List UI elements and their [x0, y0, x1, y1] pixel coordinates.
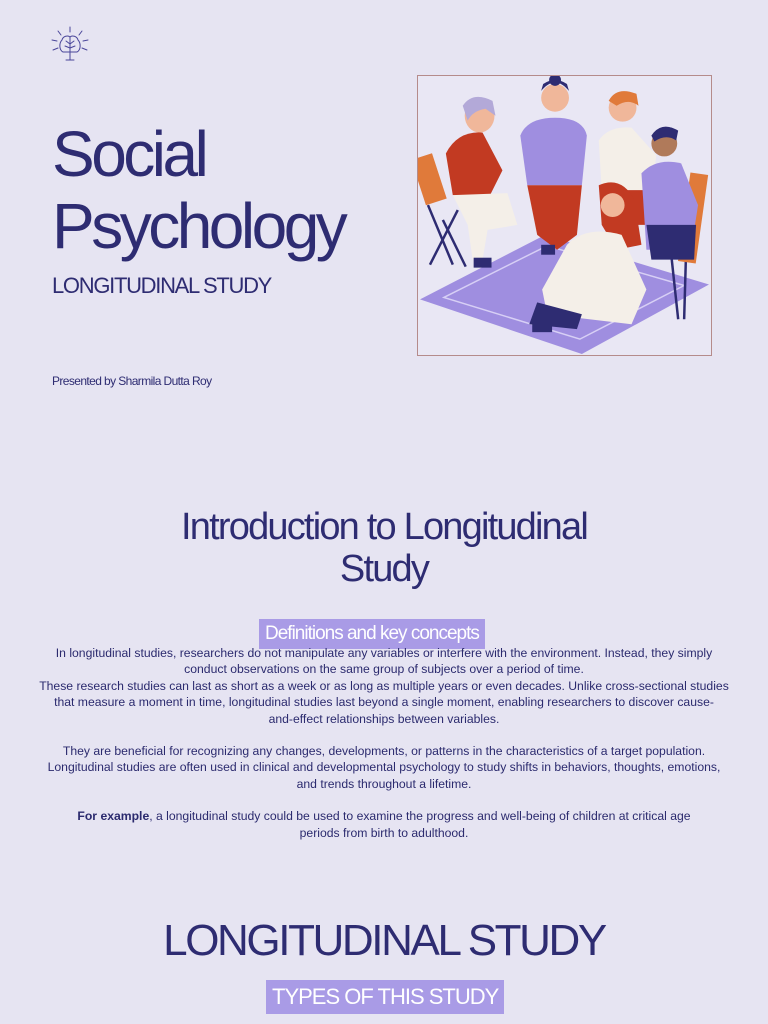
types-tag: TYPES OF THIS STUDY [266, 980, 504, 1014]
text-line: , a longitudinal study could be used to examine the progress and well-being of children at critical age [149, 809, 691, 824]
text-line: In longitudinal studies, researchers do not manipulate any variables or interfere with the environment. Instead, they simply [55, 646, 713, 660]
hero-title-line2: Psychology [52, 190, 345, 262]
paragraph-1 [24, 645, 744, 678]
hero-title [52, 118, 344, 262]
hero-subtitle: LONGITUDINAL STUDY [52, 273, 272, 298]
brain-sun-icon [50, 26, 90, 62]
example-paragraph [24, 808, 744, 841]
intro-body [24, 645, 744, 841]
text-line: These research studies can last as short as a week or as long as multiple years or even decades. Unlike cross-sectional studies [39, 678, 729, 693]
group-therapy-illustration [417, 75, 712, 356]
text-line: and trends throughout a lifetime. [296, 776, 472, 791]
hero-title-line1: Social [52, 118, 206, 190]
paragraph-3 [24, 743, 744, 792]
text-line: that measure a moment in time, longitudinal studies last beyond a single moment, enabling researchers to discover cause- [54, 695, 714, 710]
intro-title-line2: Study [339, 548, 429, 590]
text-line: periods from birth to adulthood. [299, 825, 469, 840]
text-line: They are beneficial for recognizing any changes, developments, or patterns in the characteristics of a target population. [62, 744, 706, 759]
text-line: and-effect relationships between variables. [268, 711, 500, 726]
paragraph-2 [24, 678, 744, 727]
text-line: Longitudinal studies are often used in clinical and developmental psychology to study shifts in behaviors, thoughts, emotions, [47, 760, 721, 775]
types-section-title: LONGITUDINAL STUDY [163, 916, 605, 965]
presenter-credit: Presented by Sharmila Dutta Roy [52, 374, 212, 388]
intro-title [0, 506, 768, 590]
text-line: conduct observations on the same group of subjects over a period of time. [184, 662, 584, 677]
intro-title-line1: Introduction to Longitudinal [181, 506, 587, 548]
definitions-tag: Definitions and key concepts [259, 619, 485, 649]
example-label: For example [77, 809, 150, 824]
